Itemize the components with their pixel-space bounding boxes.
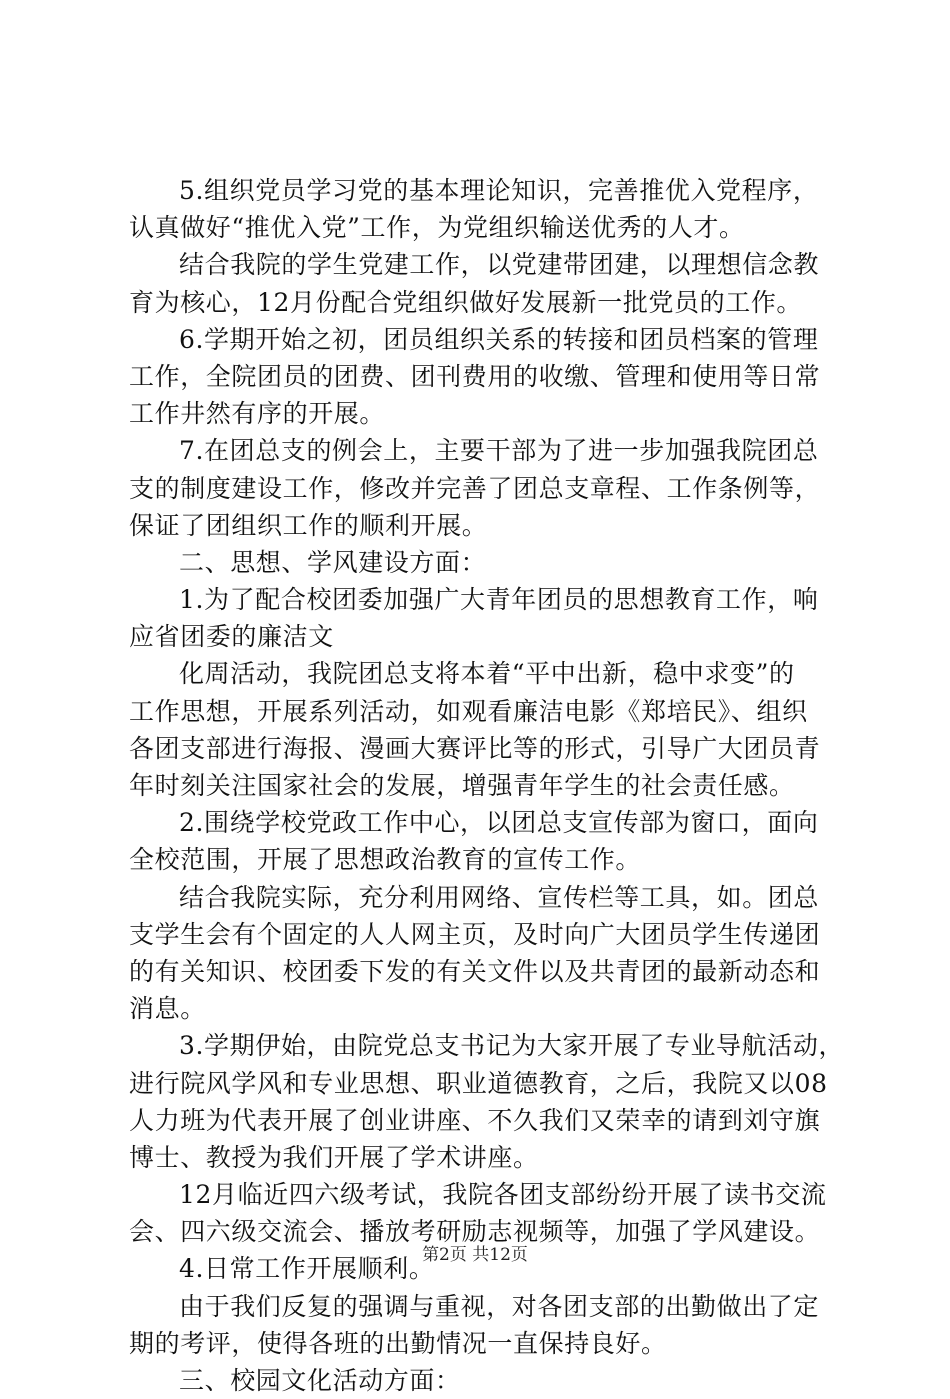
text-line: 5.组织党员学习党的基本理论知识，完善推优入党程序， bbox=[179, 176, 819, 205]
text-line: 育为核心，12月份配合党组织做好发展新一批党员的工作。 bbox=[129, 287, 803, 317]
text-line: 由于我们反复的强调与重视，对各团支部的出勤做出了定 bbox=[179, 1291, 820, 1321]
text-line: 各团支部进行海报、漫画大赛评比等的形式，引导广大团员青 bbox=[129, 733, 821, 763]
text-line: 保证了团组织工作的顺利开展。 bbox=[129, 510, 488, 540]
text-line: 的有关知识、校团委下发的有关文件以及共青团的最新动态和 bbox=[129, 956, 821, 986]
text-line: 工作思想，开展系列活动，如观看廉洁电影《郑培民》、组织 bbox=[129, 696, 808, 726]
text-line: 结合我院的学生党建工作，以党建带团建，以理想信念教 bbox=[179, 250, 820, 280]
text-line: 4.日常工作开展顺利。 bbox=[179, 1254, 435, 1284]
text-line: 6.学期开始之初，团员组织关系的转接和团员档案的管理 bbox=[179, 324, 819, 354]
text-line: 博士、教授为我们开展了学术讲座。 bbox=[129, 1142, 539, 1172]
text-line: 人力班为代表开展了创业讲座、不久我们又荣幸的请到刘守旗 bbox=[129, 1105, 821, 1135]
document-body bbox=[129, 172, 845, 1399]
text-line: 支的制度建设工作，修改并完善了团总支章程、工作条例等， bbox=[129, 473, 821, 503]
text-line: 期的考评，使得各班的出勤情况一直保持良好。 bbox=[129, 1328, 667, 1358]
text-line: 支学生会有个固定的人人网主页，及时向广大团员学生传递团 bbox=[129, 919, 821, 949]
text-line: 工作，全院团员的团费、团刊费用的收缴、管理和使用等日常 bbox=[129, 361, 821, 391]
text-line: 全校范围，开展了思想政治教育的宣传工作。 bbox=[129, 845, 642, 875]
text-line: 1.为了配合校团委加强广大青年团员的思想教育工作，响 bbox=[179, 585, 819, 615]
text-line: 应省团委的廉洁文 bbox=[129, 622, 334, 652]
text-line: 年时刻关注国家社会的发展，增强青年学生的社会责任感。 bbox=[129, 771, 795, 800]
text-line: 7.在团总支的例会上，主要干部为了进一步加强我院团总 bbox=[179, 436, 819, 466]
page-number-footer: 第2页 共12页 bbox=[422, 1245, 528, 1265]
text-line: 结合我院实际，充分利用网络、宣传栏等工具，如。团总 bbox=[179, 882, 820, 912]
text-line: 3.学期伊始，由院党总支书记为大家开展了专业导航活动， bbox=[179, 1031, 845, 1061]
text-line: 2.围绕学校党政工作中心，以团总支宣传部为窗口，面向 bbox=[179, 808, 819, 838]
text-line: 认真做好“推优入党”工作，为党组织输送优秀的人才。 bbox=[129, 213, 745, 243]
text-line: 化周活动，我院团总支将本着“平中出新，稳中求变”的 bbox=[179, 659, 795, 689]
text-line: 12月临近四六级考试，我院各团支部纷纷开展了读书交流 bbox=[179, 1180, 827, 1210]
text-line: 会、四六级交流会、播放考研励志视频等，加强了学风建设。 bbox=[129, 1217, 821, 1247]
text-line: 三、校园文化活动方面： bbox=[179, 1366, 461, 1395]
text-line: 消息。 bbox=[129, 994, 206, 1024]
text-line: 二、思想、学风建设方面： bbox=[179, 547, 487, 577]
text-line: 工作井然有序的开展。 bbox=[129, 399, 386, 429]
text-line: 进行院风学风和专业思想、职业道德教育，之后，我院又以08 bbox=[129, 1068, 828, 1098]
